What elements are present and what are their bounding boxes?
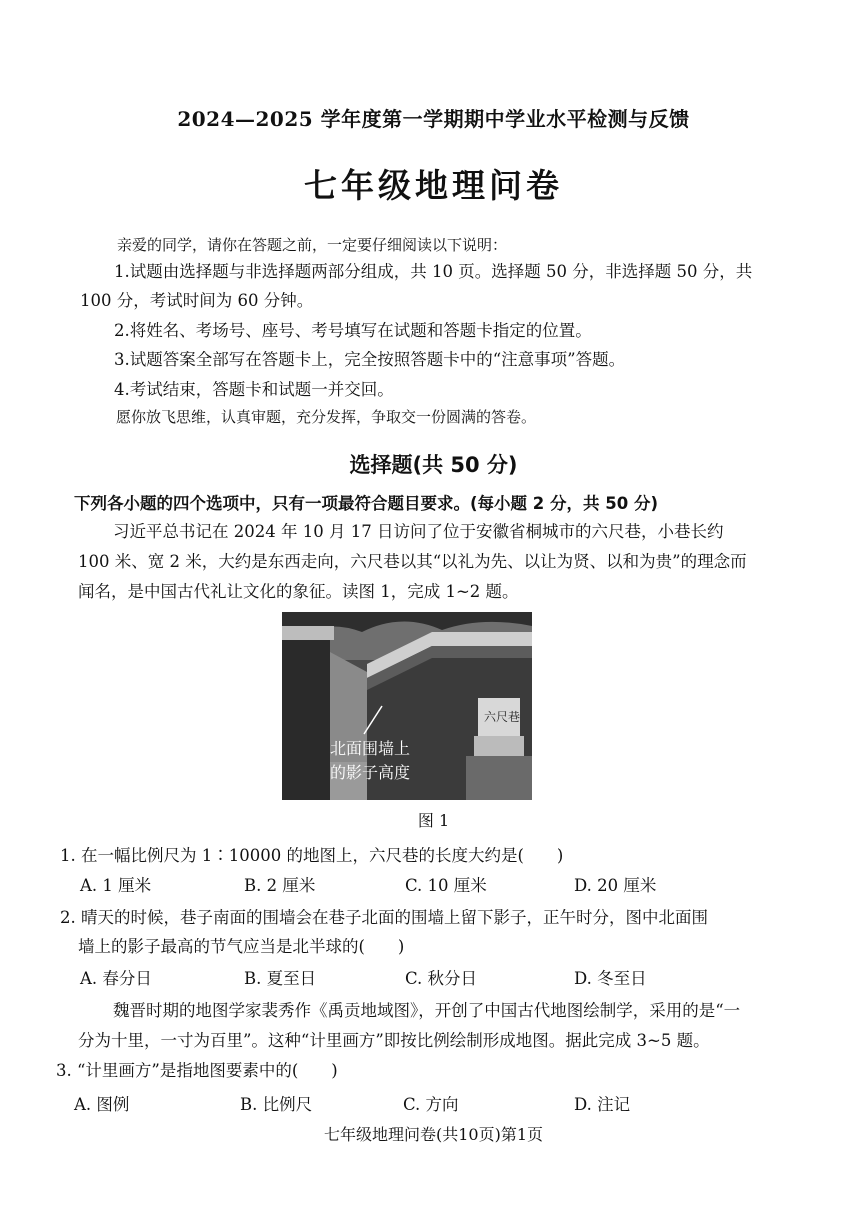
shadow-annotation-line-2: 的影子高度 (330, 763, 411, 782)
question-1-stem: 1. 在一幅比例尺为 1∶10000 的地图上，六尺巷的长度大约是( ) (60, 846, 564, 865)
question-2-option-d: D. 冬至日 (574, 969, 647, 988)
question-2-option-c: C. 秋分日 (405, 969, 478, 988)
question-3-stem: 3. “计里画方”是指地图要素中的( ) (56, 1061, 338, 1080)
question-1-option-d: D. 20 厘米 (574, 876, 657, 895)
question-2-stem-line-2: 墙上的影子最高的节气应当是北半球的( ) (78, 937, 405, 956)
passage-2-line-2: 分为十里，一寸为百里”。这种“计里画方”即按比例绘制形成地图。据此完成 3~5 题。 (78, 1031, 710, 1050)
question-1-option-b: B. 2 厘米 (244, 876, 316, 895)
passage-1-line-1: 习近平总书记在 2024 年 10 月 17 日访问了位于安徽省桐城市的六尺巷，小巷长约 (113, 522, 724, 541)
intro-greeting: 亲爱的同学，请你在答题之前，一定要仔细阅读以下说明： (117, 236, 508, 254)
question-1-option-a: A. 1 厘米 (80, 876, 152, 895)
question-3-option-b: B. 比例尺 (240, 1095, 313, 1114)
passage-1-line-3: 闻名，是中国古代礼让文化的象征。读图 1，完成 1~2 题。 (78, 582, 519, 601)
section-instruction: 下列各小题的四个选项中，只有一项最符合题目要求。(每小题 2 分，共 50 分) (74, 494, 659, 513)
question-2-option-b: B. 夏至日 (244, 969, 317, 988)
intro-item-2: 2.将姓名、考场号、座号、考号填写在试题和答题卡指定的位置。 (114, 321, 592, 340)
figure-1-caption: 图 1 (417, 811, 450, 830)
figure-1-photo (282, 612, 532, 800)
alley-sign-text: 六尺巷 (484, 710, 521, 724)
shadow-annotation-line-1: 北面围墙上 (330, 739, 411, 758)
question-3-option-c: C. 方向 (403, 1095, 459, 1114)
passage-1-line-2: 100 米、宽 2 米，大约是东西走向，六尺巷以其“以礼为先、以让为贤、以和为贵”的理念而 (78, 552, 747, 571)
intro-item-1-line-1: 1.试题由选择题与非选择题两部分组成，共 10 页。选择题 50 分，非选择题 50 分，共 (114, 262, 753, 281)
exam-subtitle: 2024—2025 学年度第一学期期中学业水平检测与反馈 (177, 107, 690, 131)
intro-item-1-line-2: 100 分，考试时间为 60 分钟。 (80, 291, 314, 310)
page-footer: 七年级地理问卷(共10页)第1页 (323, 1125, 544, 1144)
intro-closing: 愿你放飞思维，认真审题，充分发挥，争取交一份圆满的答卷。 (116, 408, 537, 426)
question-3-option-a: A. 图例 (74, 1095, 130, 1114)
exam-title: 七年级地理问卷 (304, 166, 563, 205)
passage-2-line-1: 魏晋时期的地图学家裴秀作《禹贡地域图》，开创了中国古代地图绘制学，采用的是“一 (113, 1001, 741, 1020)
section-heading: 选择题(共 50 分) (349, 453, 518, 477)
question-2-option-a: A. 春分日 (80, 969, 152, 988)
intro-item-3: 3.试题答案全部写在答题卡上，完全按照答题卡中的“注意事项”答题。 (114, 350, 626, 369)
question-1-option-c: C. 10 厘米 (405, 876, 487, 895)
question-3-option-d: D. 注记 (574, 1095, 631, 1114)
question-2-stem-line-1: 2. 晴天的时候，巷子南面的围墙会在巷子北面的围墙上留下影子，正午时分，图中北面围 (60, 908, 708, 927)
intro-item-4: 4.考试结束，答题卡和试题一并交回。 (114, 380, 394, 399)
